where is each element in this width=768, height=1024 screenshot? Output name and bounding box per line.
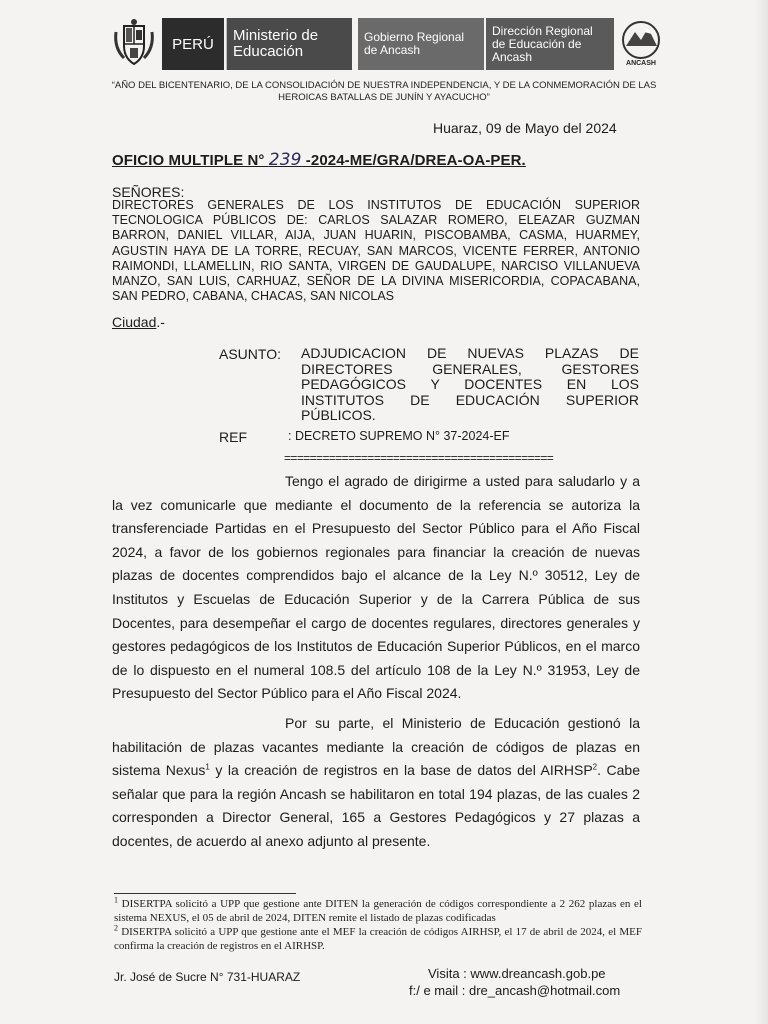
year-motto: “AÑO DEL BICENTENARIO, DE LA CONSOLIDACIÓN DE NUESTRA INDEPENDENCIA, Y DE LA CONMEMORACIÓN DE LAS HEROICAS BATALLAS DE JUNÍN Y AYACUCHO” [111,80,657,103]
drea-logo-icon [618,18,664,68]
body-paragraph-2 [112,712,640,854]
title-prefix: OFICIO MULTIPLE N° [112,152,269,169]
reference-label: REF [219,429,247,445]
document-date: Huaraz, 09 de Mayo del 2024 [433,120,617,136]
regional-government-label: Gobierno Regional de Ancash [358,18,484,70]
addressee-heading: SEÑORES: [112,184,185,200]
drea-logo-text: ANCASH [626,60,656,67]
city-line [112,314,165,330]
title-suffix: -2024-ME/GRA/DREA-OA-PER. [301,152,526,169]
p2-text-b: y la creación de registros en la base de datos del AIRHSP [209,762,593,779]
footnote-ref-2: 2 [592,762,598,772]
footnotes [114,897,642,953]
city-suffix: .- [156,314,165,330]
document-title [112,150,526,170]
peru-label: PERÚ [162,18,224,70]
addressee-list: DIRECTORES GENERALES DE LOS INSTITUTOS DE EDUCACIÓN SUPERIOR TECNOLOGICA PÚBLICOS DE: CARLOS SALAZAR ROMERO, ELEAZAR GUZMAN BARRON, DANIEL VILLAR, AIJA, JUAN HUARIN, PISCOBAMBA, CASMA, HUARMEY, AGUSTIN HAYA DE LA TORRE, RECUAY, SAN MARCOS, VICENTE FERRER, ANTONIO RAIMONDI, LLAMELLIN, RIO SANTA, VIRGEN DE GAUDALUPE, NARCISO VILLANUEVA MANZO, SAN LUIS, CARHUAZ, SEÑOR DE LA DIVINA MISERICORDIA, COPACABANA, SAN PEDRO, CABANA, CHACAS, SAN NICOLAS [112,198,640,304]
footer-website: Visita : www.dreancash.gob.pe [428,966,606,981]
body-paragraph-1: Tengo el agrado de dirigirme a usted para saludarlo y a la vez comunicarle que mediante el documento de la referencia se autoriza la transferenciade Partidas en el Presupuesto del Sector Público para el Año Fiscal 2024, a favor de los gobiernos regionales para financiar la creación de nuevas plazas de docentes comprendidos bajo el alcance de la Ley N.º 30512, Ley de Institutos y Escuelas de Educación Superior y de la Carrera Pública de sus Docentes, para desempeñar el cargo de docentes regulares, directores generales y gestores pedagógicos de los Institutos de Educación Superior Públicos, en el marco de lo dispuesto en el numeral 108.5 del artículo 108 de la Ley N.º 31953, Ley de Presupuesto del Sector Público para el Año Fiscal 2024. [112,473,640,702]
footer-email: f:/ e mail : dre_ancash@hotmail.com [409,983,621,998]
footnote-2-text: DISERTPA solicitó a UPP que gestione ante el MEF la creación de códigos AIRHSP, el 17 de abril de 2024, el MEF confirma la creación de registros en el AIRHSP. [114,926,642,952]
scan-edge-shadow [754,0,768,1024]
p2-text-c: . Cabe señalar que para la región Ancash se habilitaron en total 194 plazas, de las cuales 2 corresponden a Director General, 165 a Gestores Pedagógicos y 27 plazas a docentes, de acuerdo al anexo adjunto al presente. [112,762,640,849]
subject-text: ADJUDICACION DE NUEVAS PLAZAS DE DIRECTORES GENERALES, GESTORES PEDAGÓGICOS Y DOCENTES EN LOS INSTITUTOS DE EDUCACIÓN SUPERIOR PÚBLICOS. [301,345,639,423]
footnote-2-mark: 2 [114,923,118,933]
footnote-ref-1: 1 [205,762,210,772]
footnote-2 [114,925,642,953]
footnote-1 [114,897,642,925]
letterhead [112,18,664,70]
ministry-label: Ministerio de Educación [226,18,352,70]
city-label: Ciudad [112,314,157,330]
peru-coat-of-arms-icon [112,18,156,68]
reference-text: : DECRETO SUPREMO N° 37-2024-EF [288,429,510,443]
handwritten-number: 239 [268,150,302,170]
footnote-divider [114,893,296,894]
subject-label: ASUNTO: [219,346,281,362]
footnote-1-text: DISERTPA solicitó a UPP que gestione ante DITEN la generación de códigos correspondiente a 2 262 plazas en el sistema NEXUS, el 05 de abril de 2024, DITEN remite el listado de plazas codificadas [114,898,642,924]
regional-directorate-label: Dirección Regional de Educación de Ancash [486,18,614,70]
footer-address: Jr. José de Sucre N° 731-HUARAZ [114,970,301,984]
separator-line: ========================================== [284,451,554,465]
p2-text-a: Por su parte, el Ministerio de Educación gestionó la habilitación de plazas vacantes mediante la creación de códigos de plazas en sistema Nexus [112,715,640,779]
footnote-1-mark: 1 [114,895,118,905]
